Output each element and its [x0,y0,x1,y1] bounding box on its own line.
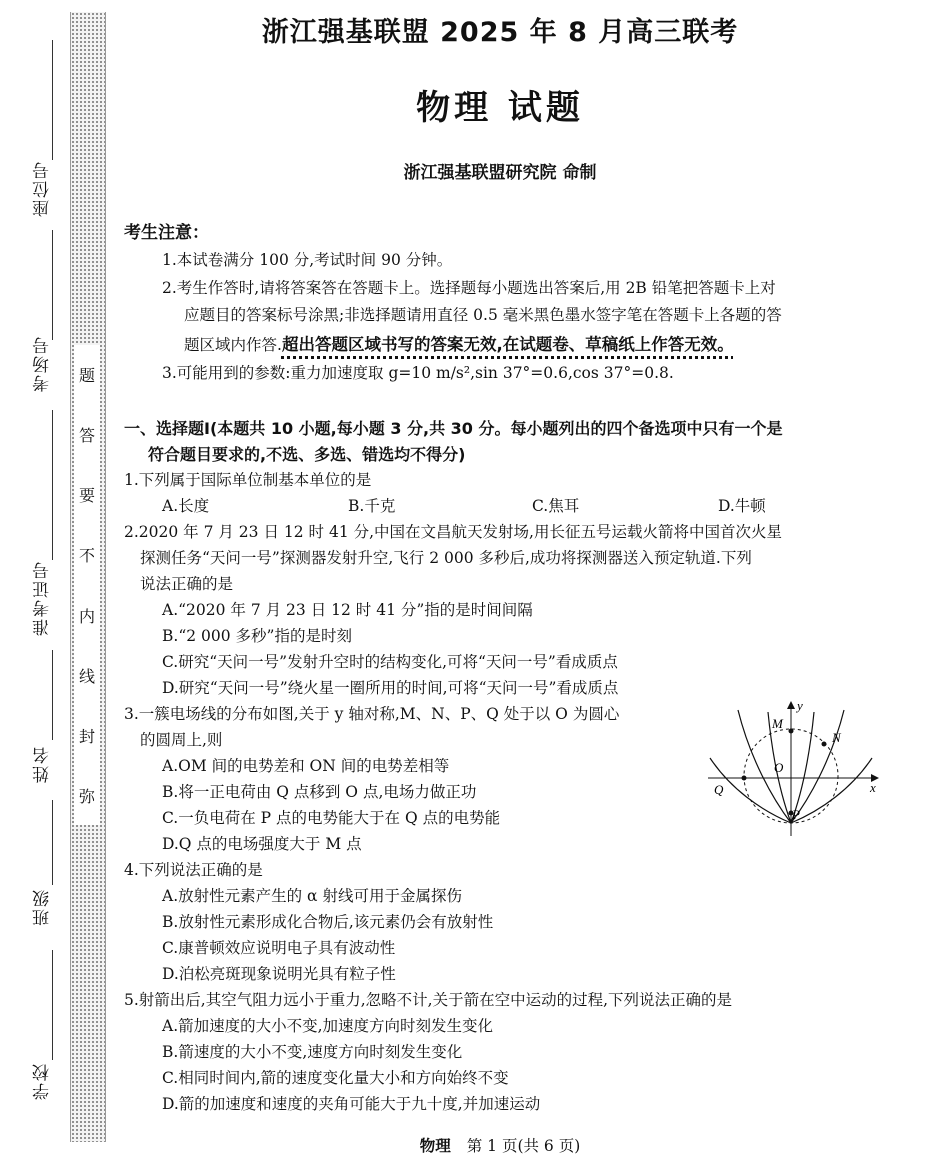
electric-field-figure [700,698,885,838]
seal-char: 题 [78,366,95,385]
exam-room-label: 考场号 [33,335,53,392]
q2-stem-line-3: 说法正确的是 [140,575,234,593]
notice-item-1: 1.本试卷满分 100 分,考试时间 90 分钟。 [162,251,453,269]
field-line [791,758,872,823]
admission-number-label: 准考证号 [33,560,53,636]
q5-option-d: D.箭的加速度和速度的夹角可能大于九十度,并加速运动 [162,1095,541,1113]
class-label: 班级 [33,888,53,926]
admission-number-line [52,410,53,560]
exam-room-line [52,230,53,340]
producer-line: 浙江强基联盟研究院 命制 [403,163,597,183]
q2-option-a: A.“2020 年 7 月 23 日 12 时 41 分”指的是时间间隔 [162,601,533,619]
q4-stem: 4.下列说法正确的是 [124,861,263,879]
seat-number-label: 座位号 [33,160,53,217]
notice-title: 考生注意： [124,223,209,243]
q4-option-a: A.放射性元素产生的 α 射线可用于金属探伤 [162,887,462,905]
seal-notice [74,345,100,825]
q3-option-d: D.Q 点的电场强度大于 M 点 [162,835,362,853]
q3-option-a: A.OM 间的电势差和 ON 间的电势差相等 [162,757,450,775]
seal-char: 答 [78,426,95,446]
q1-option-c: C.焦耳 [532,497,580,515]
binding-sidebar [0,0,70,1166]
notice-emphasis: 超出答题区域书写的答案无效,在试题卷、草稿纸上作答无效。 [281,335,734,354]
q2-option-b: B.“2 000 多秒”指的是时刻 [162,627,352,645]
section-1-heading-line-2: 符合题目要求的,不选、多选、错选均不得分) [148,445,466,464]
section-1-heading-line-1: 一、选择题Ⅰ(本题共 10 小题,每小题 3 分,共 30 分。每小题列出的四个备选项中只有一个是 [124,419,783,438]
q5-option-b: B.箭速度的大小不变,速度方向时刻发生变化 [162,1043,463,1061]
notice-item-2-prefix: 题区域内作答. [184,336,282,354]
q2-stem-line-2: 探测任务“天问一号”探测器发射升空,飞行 2 000 多秒后,成功将探测器送入预定轨道.下列 [140,549,752,567]
q4-option-d: D.泊松亮斑现象说明光具有粒子性 [162,965,396,983]
label-y: y [797,698,803,713]
notice-item-2-line-3 [184,331,734,355]
label-m: M [772,716,783,731]
label-n: N [832,730,841,745]
notice-item-3: 3.可能用到的参数:重力加速度取 g=10 m/s²,sin 37°=0.6,cos 37°=0.8. [162,364,674,382]
label-q: Q [714,782,724,797]
point-q [742,776,747,781]
q3-option-b: B.将一正电荷由 Q 点移到 O 点,电场力做正功 [162,783,477,801]
notice-item-2-line-1: 2.考生作答时,请将答案答在答题卡上。选择题每小题选出答案后,用 2B 铅笔把答题卡上对 [162,279,776,297]
seal-char: 封 [78,726,95,746]
q5-option-c: C.相同时间内,箭的速度变化量大小和方向始终不变 [162,1069,509,1087]
seal-char: 线 [78,666,95,686]
name-label: 姓名 [33,745,53,783]
seal-char: 内 [78,606,95,626]
footer-page-number: 第 1 页(共 6 页) [466,1137,581,1155]
point-n [822,742,827,747]
name-line [52,650,53,740]
label-p: P [792,807,800,822]
seal-char: 不 [78,546,95,566]
q2-option-d: D.研究“天问一号”绕火星一圈所用的时间,可将“天问一号”看成质点 [162,679,619,697]
seat-number-line [52,40,53,160]
q1-option-a: A.长度 [162,497,210,515]
q4-option-c: C.康普顿效应说明电子具有波动性 [162,939,396,957]
q1-stem: 1.下列属于国际单位制基本单位的是 [124,471,372,489]
seal-char: 要 [78,486,95,506]
label-o: O [774,760,784,775]
q1-option-d: D.牛顿 [718,497,766,515]
label-x: x [870,780,876,795]
school-label: 学校 [33,1062,53,1100]
page-footer [120,1134,880,1156]
q3-stem-line-1: 3.一簇电场线的分布如图,关于 y 轴对称,M、N、P、Q 处于以 O 为圆心 [124,705,620,723]
q3-option-c: C.一负电荷在 P 点的电势能大于在 Q 点的电势能 [162,809,501,827]
school-line [52,950,53,1060]
class-line [52,800,53,885]
seal-char: 弥 [78,786,95,806]
q1-option-b: B.千克 [348,497,396,515]
q3-stem-line-2: 的圆周上,则 [140,731,223,749]
subject-title: 物理 试题 [416,88,584,128]
q4-option-b: B.放射性元素形成化合物后,该元素仍会有放射性 [162,913,494,931]
footer-subject: 物理 [419,1137,451,1155]
q5-option-a: A.箭加速度的大小不变,加速度方向时刻发生变化 [162,1017,494,1035]
q2-stem-line-1: 2.2020 年 7 月 23 日 12 时 41 分,中国在文昌航天发射场,用长征五号运载火箭将中国首次火星 [124,523,782,541]
q2-option-c: C.研究“天问一号”发射升空时的结构变化,可将“天问一号”看成质点 [162,653,618,671]
q5-stem: 5.射箭出后,其空气阻力远小于重力,忽略不计,关于箭在空中运动的过程,下列说法正确的是 [124,991,732,1009]
notice-item-2-line-2: 应题目的答案标号涂黑;非选择题请用直径 0.5 毫米黑色墨水签字笔在答题卡上各题的答 [184,306,782,324]
exam-title: 浙江强基联盟 2025 年 8 月高三联考 [261,17,739,48]
point-m [789,729,794,734]
